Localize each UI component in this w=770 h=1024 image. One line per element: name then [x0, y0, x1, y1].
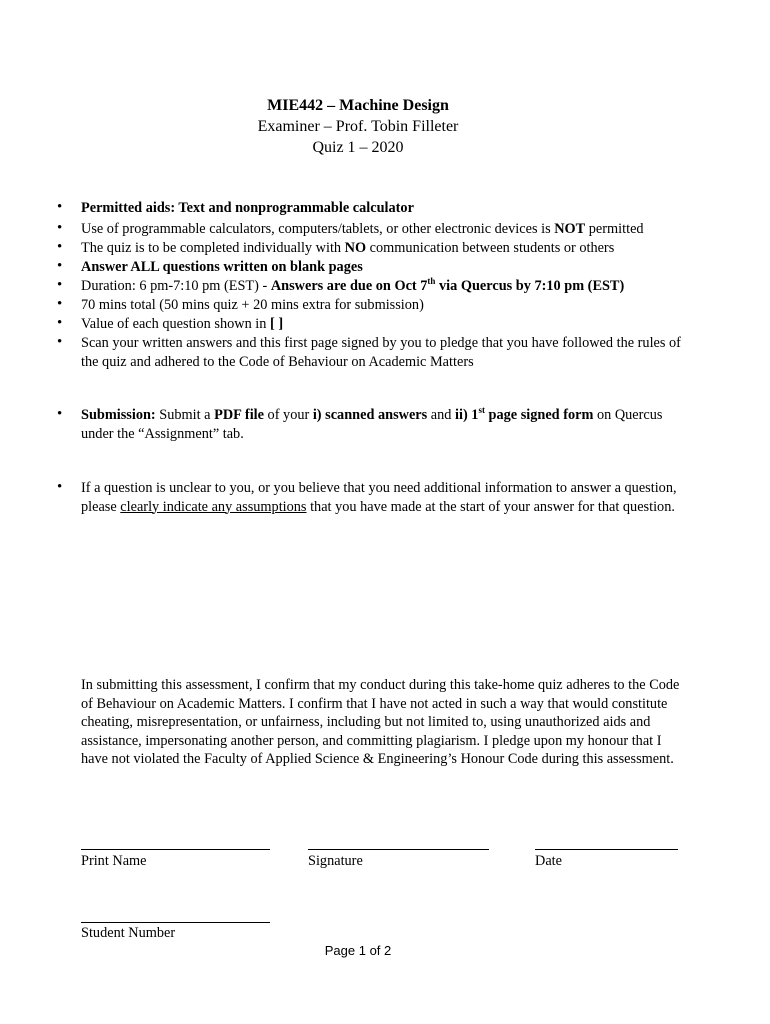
submission-emphasis-text: page signed form	[484, 407, 594, 423]
submission-label: Submission:	[81, 407, 156, 423]
bullet-icon: •	[57, 479, 63, 495]
unclear-question-note	[81, 479, 691, 516]
submission-emphasis	[455, 407, 593, 423]
rule-text: Duration: 6 pm-7:10 pm (EST) -	[81, 278, 271, 294]
bullet-icon: •	[57, 258, 63, 274]
rule-emphasis: NOT	[554, 221, 586, 237]
rule-answer-all	[81, 258, 691, 277]
submission-text: on Quercus under the “Assignment” tab.	[81, 407, 663, 442]
student-number-label: Student Number	[81, 925, 176, 941]
date-line[interactable]	[535, 849, 678, 850]
ordinal-suffix: st	[478, 405, 485, 416]
submission-emphasis-text: ii) 1	[455, 407, 479, 423]
rule-text: Permitted aids: Text and nonprogrammable calculator	[81, 200, 414, 216]
bullet-icon: •	[57, 334, 63, 350]
examiner-line: Examiner – Prof. Tobin Filleter	[257, 118, 459, 135]
student-number-line[interactable]	[81, 922, 270, 923]
rule-due-text: via Quercus by 7:10 pm (EST)	[435, 278, 625, 294]
rule-text: permitted	[585, 221, 644, 237]
rule-duration	[81, 277, 691, 296]
signature-label: Signature	[308, 853, 363, 869]
bullet-icon: •	[57, 315, 63, 331]
submission-emphasis: PDF file	[214, 407, 264, 423]
submission-instructions	[81, 406, 691, 443]
date-label: Date	[535, 853, 562, 869]
submission-text: of your	[263, 407, 313, 423]
rule-text: Value of each question shown in	[81, 316, 270, 332]
course-title: MIE442 – Machine Design	[267, 97, 449, 114]
note-underlined: clearly indicate any assumptions	[120, 498, 307, 515]
ordinal-suffix: th	[427, 276, 436, 287]
note-text: If a question is unclear to you, or you believe that you need additional information to answer a question, please	[81, 480, 677, 515]
rule-total-time: 70 mins total (50 mins quiz + 20 mins extra for submission)	[81, 297, 424, 313]
submission-text: Submit a	[155, 407, 215, 423]
rule-scan: Scan your written answers and this first page signed by you to pledge that you have followed the rules of the quiz and adhered to the Code of Behaviour on Academic Matters	[81, 335, 681, 370]
rule-text: communication between students or others	[366, 240, 615, 256]
signature-line[interactable]	[308, 849, 489, 850]
rule-devices	[81, 220, 691, 239]
submission-emphasis: i) scanned answers	[312, 407, 428, 423]
print-name-label: Print Name	[81, 853, 147, 869]
rule-individual	[81, 239, 691, 258]
rule-due-text: Answers are due on Oct 7	[270, 278, 428, 294]
rule-text: Use of programmable calculators, computers/tablets, or other electronic devices is	[81, 221, 555, 237]
bullet-icon: •	[57, 239, 63, 255]
bullet-icon: •	[57, 296, 63, 312]
bullet-icon: •	[57, 277, 63, 293]
submission-text: and	[427, 407, 456, 423]
rule-question-value	[81, 315, 691, 334]
quiz-title: Quiz 1 – 2020	[312, 139, 404, 156]
page-footer: Page 1 of 2	[324, 943, 392, 958]
bullet-icon: •	[57, 406, 63, 422]
bullet-icon: •	[57, 220, 63, 236]
rule-emphasis: NO	[344, 240, 367, 256]
honour-pledge: In submitting this assessment, I confirm that my conduct during this take-home quiz adheres to the Code of Behaviour on Academic Matters. I confirm that I have not acted in such a way that would constitute cheating, misrepresentation, or unfairness, including but not limited to, using unauthorized aids and assistance, impersonating another person, and committing plagiarism. I pledge upon my honour that I have not violated the Faculty of Applied Science & Engineering’s Honour Code during this assessment.	[81, 677, 680, 767]
rule-text: Answer ALL questions written on blank pages	[81, 259, 363, 275]
rule-text: The quiz is to be completed individually with	[81, 240, 345, 256]
rule-emphasis	[271, 278, 624, 294]
rule-permitted-aids	[81, 199, 691, 218]
bullet-icon: •	[57, 199, 63, 215]
note-text: that you have made at the start of your answer for that question.	[306, 498, 675, 515]
print-name-line[interactable]	[81, 849, 270, 850]
rule-emphasis: [ ]	[270, 316, 284, 332]
